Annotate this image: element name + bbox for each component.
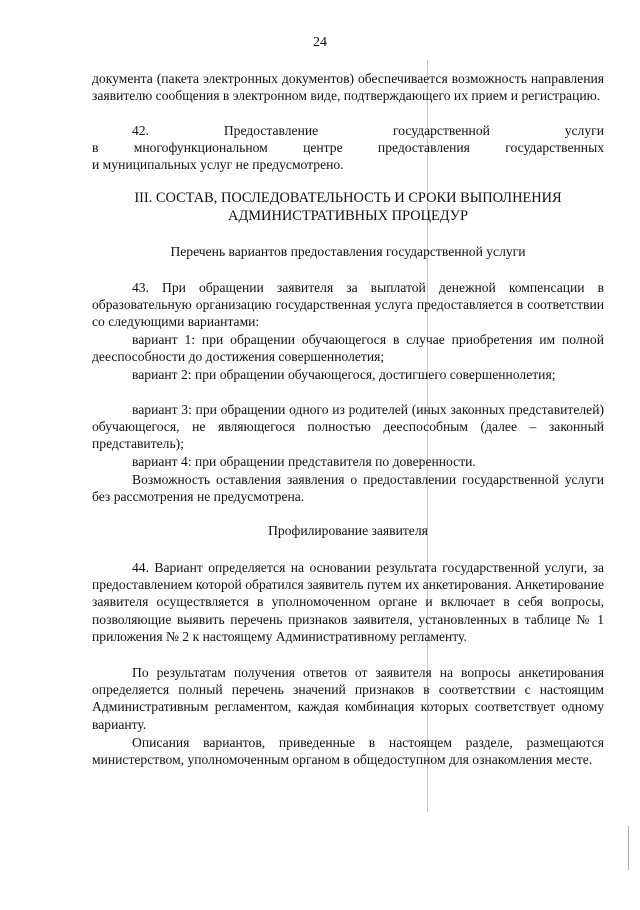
page-number: 24 — [313, 35, 327, 50]
paragraph-results — [92, 664, 604, 733]
paragraph-descriptions-text: Описания вариантов, приведенные в настоящем разделе, размещаются министерством, уполномоченным органом в общедоступном для ознакомления месте. — [92, 735, 604, 768]
paragraph-descriptions — [92, 734, 604, 768]
paragraph-44 — [92, 559, 604, 645]
paragraph-42 — [92, 122, 604, 174]
paragraph-42-line-3: и муниципальных услуг не предусмотрено. — [92, 157, 344, 173]
paragraph-results-text: По результатам получения ответов от заявителя на вопросы анкетирования определяется полный перечень значений признаков в соответствии с настоящим Административным регламентом, каждая комбинация которых соответствует одному варианту. — [92, 665, 604, 732]
section-title — [92, 189, 604, 225]
paragraph-44-text: 44. Вариант определяется на основании результата государственной услуги, за предоставлением которой обратился заявитель путем их анкетирования. Анкетирование заявителя осуществляется в уполномоченном органе и включает в себя вопросы, позволяющие выявить перечень признаков заявителя, установленных в таблице № 1 приложения № 2 к настоящему Административному регламенту. — [92, 560, 604, 644]
section-title-line-1: III. СОСТАВ, ПОСЛЕДОВАТЕЛЬНОСТЬ И СРОКИ ВЫПОЛНЕНИЯ — [134, 190, 562, 206]
variant-4 — [92, 453, 604, 470]
paragraph-42-line-2: в многофункциональном центре предоставления государственных — [92, 140, 604, 156]
variant-3 — [92, 401, 604, 453]
variant-2 — [92, 366, 604, 383]
subheading-profiling: Профилирование заявителя — [268, 523, 428, 538]
paragraph-43 — [92, 279, 604, 331]
paragraph-42-line-1: 42. Предоставление государственной услуги — [132, 123, 604, 138]
paragraph-no-review — [92, 471, 604, 505]
scan-edge-line — [628, 826, 629, 870]
paragraph-no-review-text: Возможность оставления заявления о предоставлении государственной услуги без рассмотрения не предусмотрена. — [92, 472, 604, 505]
variant-2-text: вариант 2: при обращении обучающегося, достигшего совершеннолетия; — [132, 367, 556, 382]
paragraph-intro — [92, 70, 604, 104]
variant-1-text: вариант 1: при обращении обучающегося в случае приобретения им полной дееспособности до достижения совершеннолетия; — [92, 332, 604, 365]
variant-3-text: вариант 3: при обращении одного из родителей (иных законных представителей) обучающегося, не являющегося полностью дееспособным (далее – законный представитель); — [92, 402, 604, 452]
variant-4-text: вариант 4: при обращении представителя по доверенности. — [132, 454, 476, 469]
paragraph-intro-text: документа (пакета электронных документов) обеспечивается возможность направления заявителю сообщения в электронном виде, подтверждающего их прием и регистрацию. — [92, 71, 604, 104]
variant-1 — [92, 331, 604, 365]
paragraph-43-text: 43. При обращении заявителя за выплатой денежной компенсации в образовательную организацию государственная услуга предоставляется в соответствии со следующими вариантами: — [92, 280, 604, 330]
section-title-line-2: АДМИНИСТРАТИВНЫХ ПРОЦЕДУР — [228, 208, 468, 224]
subheading-variants: Перечень вариантов предоставления государственной услуги — [170, 244, 526, 259]
